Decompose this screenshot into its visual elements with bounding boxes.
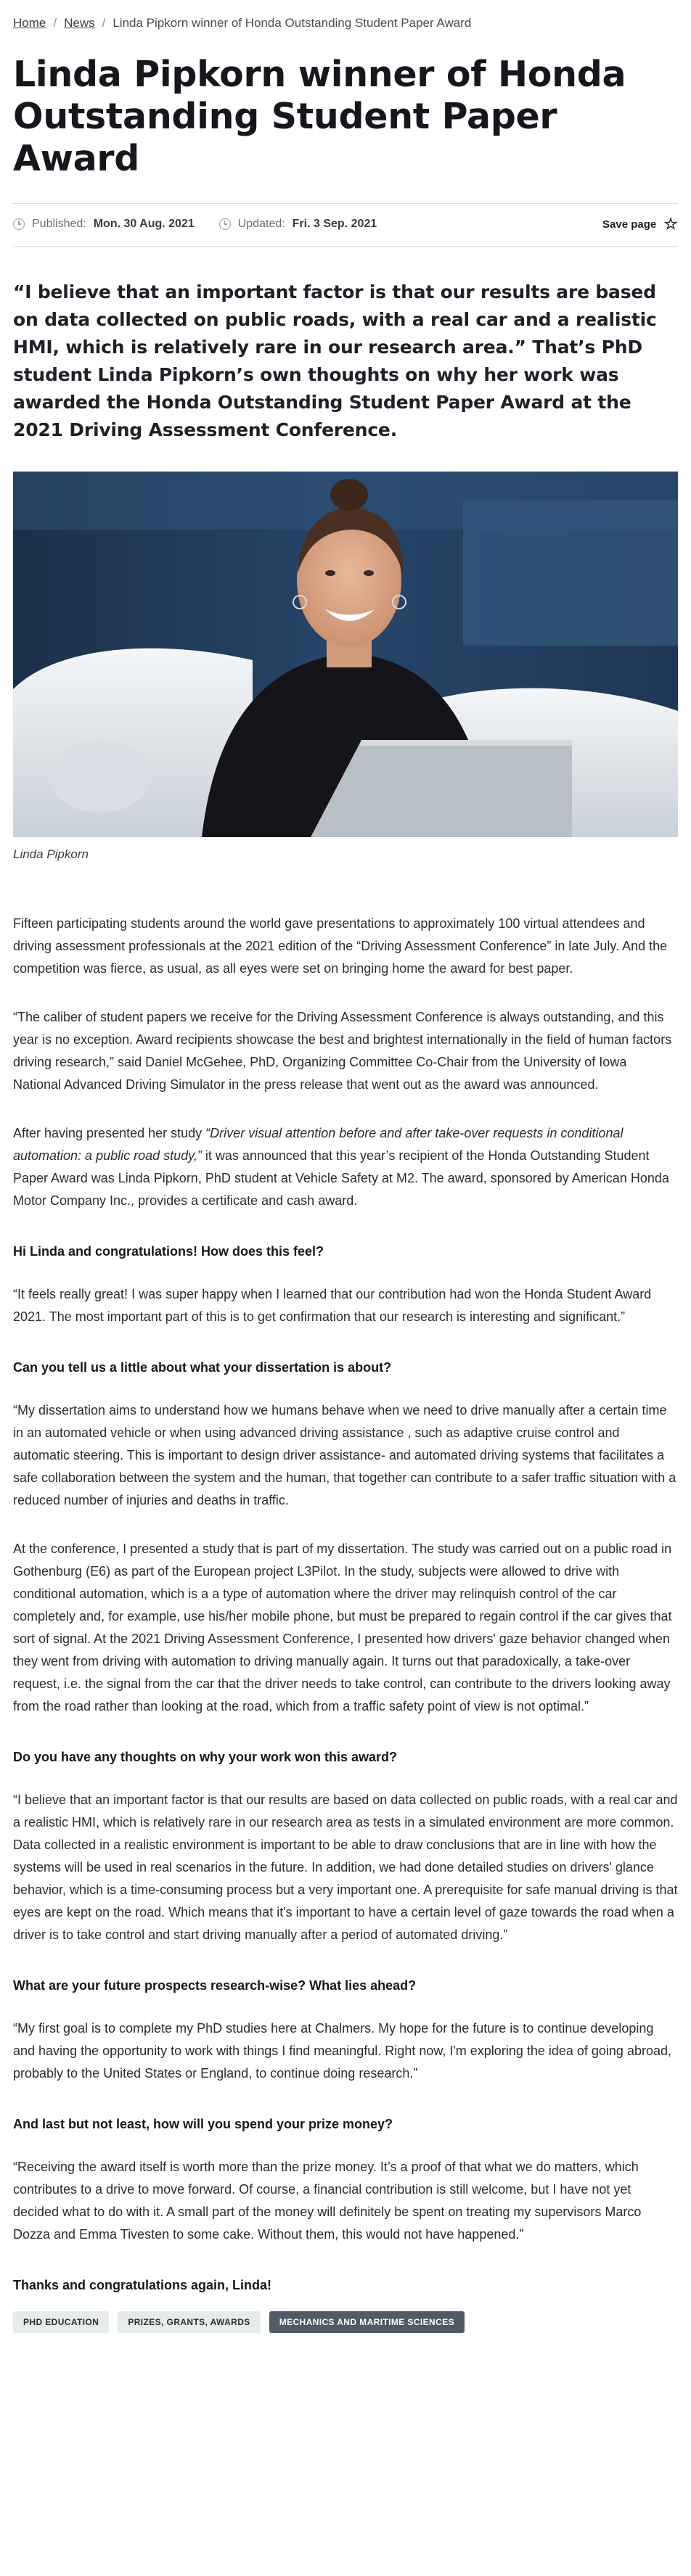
interview-answer: At the conference, I presented a study that is part of my dissertation. The study was carried out on a public road in Gothenburg (E6) as part of the European project L3Pilot. In the study, subjects were allowed to drive with conditional automation, which is a a type of automation where the driver may relinquish control of the car completely and, for example, use his/her mobile phone, but must be prepared to regain control if the car gives that sort of signal. At the 2021 Driving Assessment Conference, I presented how drivers' gaze behavior changed when they went from driving with automation to driving manually again. It turns out that paradoxically, a take-over request, i.e. the signal from the car that the driver needs to take control, can contribute to the drivers looking away from the road rather than looking at the road, which from a traffic safety point of view is not optimal.” [13, 1542, 672, 1713]
tag-prizes-grants-awards[interactable]: PRIZES, GRANTS, AWARDS [118, 2311, 260, 2333]
breadcrumb-home-link[interactable]: Home [13, 16, 46, 30]
star-icon: ☆ [663, 215, 678, 233]
interview-answer: “My dissertation aims to understand how we humans behave when we need to drive manually after a certain time in an automated vehicle or when using advanced driving assistance , such as adaptive cruise control and automatic steering. This is important to design driver assistance- and automated driving systems that facilitates a safe collaboration between the system and the human, that together can contribute to a safer traffic situation with a reduced number of injuries and deaths in traffic. [13, 1403, 676, 1507]
save-page-button[interactable] [602, 217, 678, 231]
breadcrumb-news-link[interactable]: News [64, 16, 95, 30]
page-title: Linda Pipkorn winner of Honda Outstanding Student Paper Award [13, 54, 626, 179]
breadcrumb-current: Linda Pipkorn winner of Honda Outstanding Student Paper Award [113, 16, 472, 30]
save-page-label: Save page [602, 218, 657, 231]
interview-question: Hi Linda and congratulations! How does this feel? [13, 1244, 324, 1259]
interview-question: And last but not least, how will you spend your prize money? [13, 2117, 393, 2131]
dates [13, 218, 377, 231]
interview-answer: “I believe that an important factor is that our results are based on data collected on public roads, with a real car and a realistic HMI, which is relatively rare in our research area as tests in a simulated environment are more common. Data collected in a realistic environment is important to be able to draw conclusions that are in line with how the systems will be used in real scenarios in the future. In addition, we had done detailed studies on drivers' glance behavior, which is a time-consuming process but a very important one. A prerequisite for safe manual driving is that eyes are kept on the road. Which means that it's important to have a certain level of gaze towards the road when a driver is to take control and start driving manually after a period of automated driving.” [13, 1793, 678, 1942]
interview-answer: “My first goal is to complete my PhD studies here at Chalmers. My hope for the future is to continue developing and having the opportunity to work with things I find meaningful. Right now, I'm exploring the idea of going abroad, probably to the United States or England, to continue doing research.” [13, 2021, 671, 2081]
breadcrumb [13, 0, 678, 30]
hero-image [13, 472, 678, 837]
paragraph-text: After having presented her study [13, 1126, 206, 1140]
image-caption: Linda Pipkorn [13, 847, 89, 861]
paragraph: Fifteen participating students around the world gave presentations to approximately 100 virtual attendees and driving assessment professionals at the 2021 edition of the “Driving Assessment Conference” in late July. And the competition was fierce, as usual, as all eyes were set on bringing home the award for best paper. [13, 916, 668, 976]
portrait-photo [13, 472, 678, 837]
updated-date: Fri. 3 Sep. 2021 [292, 218, 377, 230]
article-lead: “I believe that an important factor is that our results are based on data collected on public roads, with a real car and a realistic HMI, which is relatively rare in our research area.” That’s PhD student Linda Pipkorn’s own thoughts on why her work was awarded the Honda Outstanding Student Paper Award at the 2021 Driving Assessment Conference. [13, 281, 657, 440]
breadcrumb-separator: / [102, 16, 106, 30]
breadcrumb-separator: / [53, 16, 57, 30]
published-date: Mon. 30 Aug. 2021 [93, 218, 195, 230]
tag-phd-education[interactable]: PHD EDUCATION [13, 2311, 109, 2333]
study-title: “Driver visual attention before and after take-over requests in conditional automation: a public road study,” [13, 1126, 623, 1163]
paragraph-text: it was announced that this year’s recipient of the Honda Outstanding Student Paper Award was Linda Pipkorn, PhD student at Vehicle Safety at M2. The award, sponsored by American Honda Motor Company Inc., provides a certificate and cash award. [13, 1148, 669, 1208]
interview-question: Do you have any thoughts on why your work won this award? [13, 1750, 398, 1764]
published-label: Published: [32, 218, 86, 230]
clock-icon [13, 218, 25, 230]
paragraph: “The caliber of student papers we receive for the Driving Assessment Conference is always outstanding, and this year is no exception. Award recipients showcase the best and brightest internationally in the field of human factors driving research,” said Daniel McGehee, PhD, Organizing Committee Co-Chair from the University of Iowa National Advanced Driving Simulator in the press release that went out as the award was announced. [13, 1010, 672, 1092]
interview-answer: “Receiving the award itself is worth more than the prize money. It’s a proof of that what we do matters, which contributes to a drive to move forward. Of course, a financial contribution is still welcome, but I have not yet decided what to do with it. A small part of the money will definitely be spent on treating my supervisors Marco Dozza and Emma Tivesten to some cake. Without them, this would not have happened.” [13, 2160, 642, 2242]
article-body [13, 913, 678, 2295]
closing-line: Thanks and congratulations again, Linda! [13, 2278, 272, 2292]
interview-question: What are your future prospects research-wise? What lies ahead? [13, 1978, 417, 1993]
paragraph [13, 1122, 678, 1212]
interview-question: Can you tell us a little about what your dissertation is about? [13, 1360, 392, 1375]
tag-mechanics-maritime[interactable]: MECHANICS AND MARITIME SCIENCES [269, 2311, 465, 2333]
tag-list [13, 2311, 678, 2333]
updated-label: Updated: [237, 218, 285, 230]
clock-icon [219, 218, 231, 230]
article-meta [13, 203, 678, 247]
interview-answer: “It feels really great! I was super happy when I learned that our contribution had won the Honda Student Award 2021. The most important part of this is to get confirmation that our research is interesting and significant.” [13, 1287, 652, 1324]
